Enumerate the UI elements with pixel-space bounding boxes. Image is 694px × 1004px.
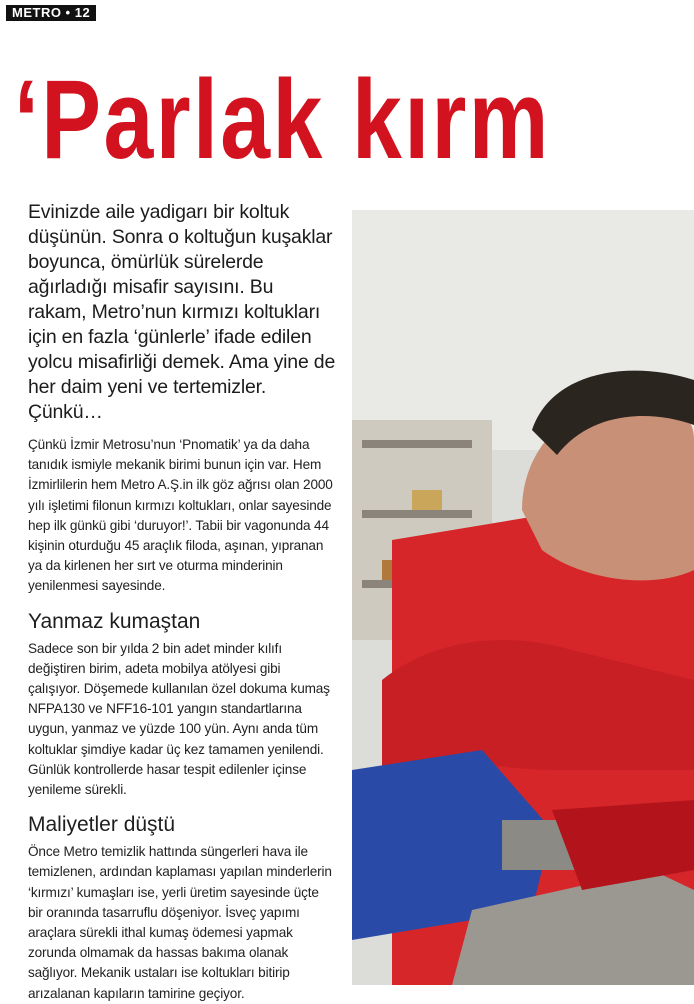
- section-heading-costs: Maliyetler düştü: [28, 813, 176, 837]
- workshop-photo: [352, 210, 694, 985]
- section-heading-fabric: Yanmaz kumaştan: [28, 609, 201, 633]
- article-lede: Evinizde aile yadigarı bir koltuk düşünün. Sonra o koltuğun kuşaklar boyunca, ömürlük sürelerde ağırladığı misafir sayısını. Bu rakam, Metro’nun kırmızı koltukları için en fazla ‘günlerle’ ifade edilen yolcu misafirliği demek. Ama yine de her daim yeni ve tertemizler. Çünkü…: [28, 201, 336, 423]
- shelf-board: [362, 510, 472, 518]
- worker-photo-illustration: [352, 210, 694, 985]
- section-body-fabric: Sadece son bir yılda 2 bin adet minder kılıfı değiştiren birim, adeta mobilya atölyesi gibi çalışıyor. Döşemede kullanılan özel dokuma kumaş NFPA130 ve NFF16-101 yangın standartlarına uygun, yanmaz ve yüzde 100 yün. Aynı anda tüm koltuklar şimdiye kadar üç kez tamamen yenilendi. Günlük kontrollerde hasar tespit edilenler içinse yenileme sürekli.: [28, 640, 330, 798]
- page-number-tag: METRO • 12: [6, 5, 96, 21]
- article-intro: Çünkü İzmir Metrosu’nun ‘Pnomatik’ ya da daha tanıdık ismiyle mekanik birimi bunun için var. Hem İzmirlilerin hem Metro A.Ş.in ilk göz ağrısı olan 2000 yılı işletimi filonun kırmızı koltukları, onlar sayesinde hep ilk günkü gibi ‘duruyor!’. Tabii bir vagonunda 44 kişinin oturduğu 45 araçlık filoda, aşınan, yıpranan ya da kirlenen her sırt ve oturma minderinin yenilenmesi sayesinde.: [28, 437, 333, 594]
- section-body-costs: Önce Metro temizlik hattında süngerleri hava ile temizlenen, ardından kaplaması yapılan minderlerin ‘kırmızı’ kumaşları ise, yerli üretim sayesinde üçte bir oranında tasarruflu döşeniyor. İsveç yapımı araçlara sürekli ithal kumaş ödemesi yapmak zorunda olmamak da hassas bakıma olanak sağlıyor. Mekanik ustaları ise koltukları bitirip arızalanan kapıların tamirine geçiyor.: [28, 844, 332, 1001]
- shelf-box: [412, 490, 442, 510]
- headline: ‘Parlak kırm: [14, 60, 551, 180]
- shelf-board: [362, 440, 472, 448]
- article-column: [28, 200, 336, 1004]
